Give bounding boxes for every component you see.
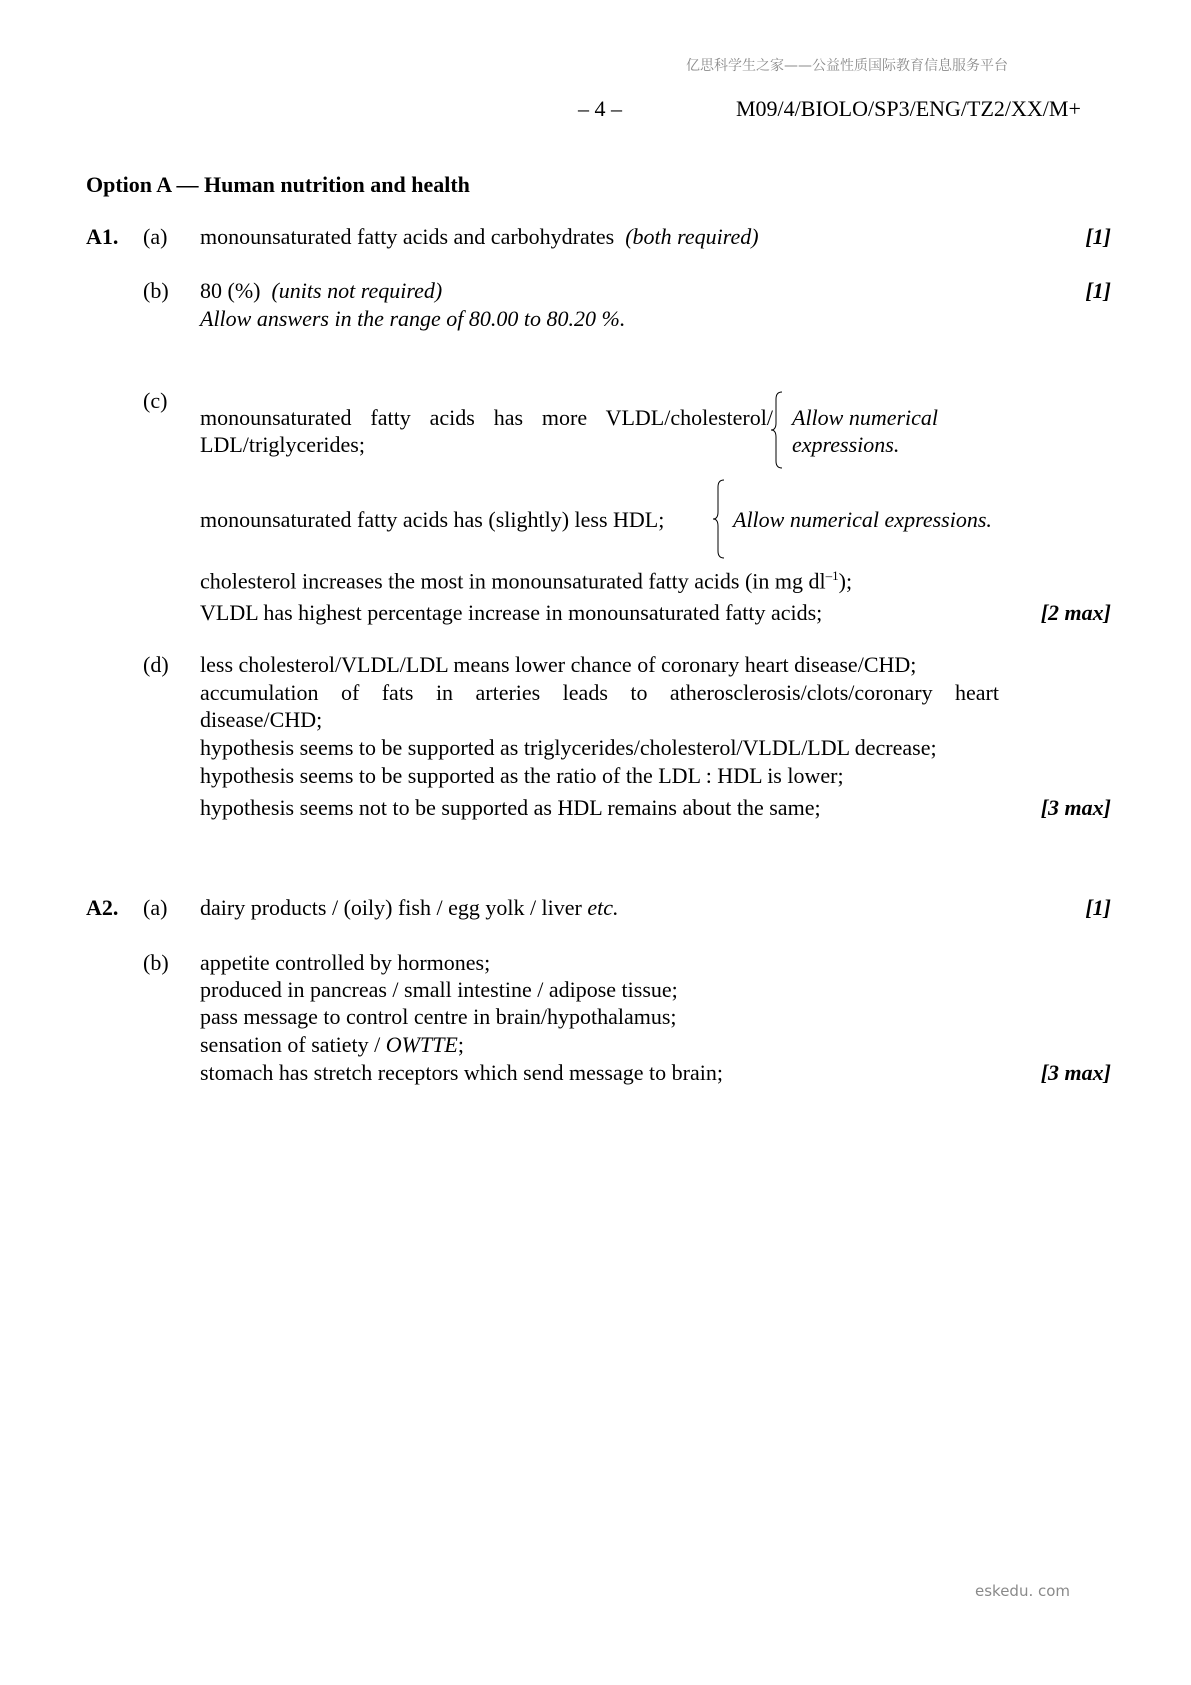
a1-a-label: (a) xyxy=(143,224,168,249)
a2-b-line4-owtte: OWTTE xyxy=(385,1032,458,1057)
watermark-bottom: eskedu. com xyxy=(975,1582,1071,1600)
a1-c-point2: monounsaturated fatty acids has (slightly) less HDL; xyxy=(200,507,665,532)
a1-a-answer xyxy=(200,224,759,250)
a1-d-line3: disease/CHD; xyxy=(200,707,323,732)
a2-b-mark: [3 max] xyxy=(1040,1060,1111,1085)
watermark-top: 亿思科学生之家——公益性质国际教育信息服务平台 xyxy=(686,58,1008,74)
a1-c-point4: VLDL has highest percentage increase in monounsaturated fatty acids; xyxy=(200,600,823,625)
a1-b-mark: [1] xyxy=(1085,278,1111,303)
a1-c-point3 xyxy=(200,568,852,594)
a2-a-answer xyxy=(200,895,619,921)
a2-b-line1: appetite controlled by hormones; xyxy=(200,950,491,975)
a1-b-text: 80 (%) xyxy=(200,278,261,303)
a1-b-allowance: Allow answers in the range of 80.00 to 80.20 %. xyxy=(200,306,626,331)
a2-a-mark: [1] xyxy=(1085,895,1111,920)
a1-a-note: (both required) xyxy=(625,224,759,249)
a1-d-line5: hypothesis seems to be supported as the ratio of the LDL : HDL is lower; xyxy=(200,763,844,788)
a1-d-line1: less cholesterol/VLDL/LDL means lower chance of coronary heart disease/CHD; xyxy=(200,652,917,677)
a2-b-label: (b) xyxy=(143,950,169,975)
a1-c-point2-note: Allow numerical expressions. xyxy=(733,507,992,532)
a1-c-point1-line2: LDL/triglycerides; xyxy=(200,432,365,457)
a2-b-line5: stomach has stretch receptors which send message to brain; xyxy=(200,1060,723,1085)
a1-d-mark: [3 max] xyxy=(1040,795,1111,820)
a1-b-note: (units not required) xyxy=(271,278,443,303)
a1-b-label: (b) xyxy=(143,278,169,303)
a1-d-line4: hypothesis seems to be supported as triglycerides/cholesterol/VLDL/LDL decrease; xyxy=(200,735,937,760)
a1-a-text: monounsaturated fatty acids and carbohydrates xyxy=(200,224,615,249)
a1-c-point1-line1: monounsaturated fatty acids has more VLDL/cholesterol/ xyxy=(200,405,773,430)
question-a1-number: A1. xyxy=(86,224,119,249)
a2-b-line4-end: ; xyxy=(457,1032,464,1057)
a1-c-point3-end: ); xyxy=(838,568,853,594)
a1-b-answer xyxy=(200,278,442,304)
section-title: Option A — Human nutrition and health xyxy=(86,172,470,197)
a1-c-label: (c) xyxy=(143,388,168,413)
a2-a-label: (a) xyxy=(143,895,168,920)
brace-1 xyxy=(770,391,788,469)
question-a2-number: A2. xyxy=(86,895,119,920)
a2-b-line4-text: sensation of satiety / xyxy=(200,1032,386,1057)
a1-c-point3-sup: –1 xyxy=(825,568,839,583)
a2-b-line2: produced in pancreas / small intestine / adipose tissue; xyxy=(200,977,678,1002)
paper-code: M09/4/BIOLO/SP3/ENG/TZ2/XX/M+ xyxy=(736,96,1081,121)
a1-d-line2: accumulation of fats in arteries leads to atherosclerosis/clots/coronary heart xyxy=(200,680,999,705)
a2-a-text: dairy products / (oily) fish / egg yolk / liver xyxy=(200,895,582,920)
a1-c-point3-text: cholesterol increases the most in monounsaturated fatty acids (in mg dl xyxy=(200,568,826,594)
a2-a-etc: etc. xyxy=(587,895,619,920)
a1-a-mark: [1] xyxy=(1085,224,1111,249)
a2-b-line4 xyxy=(200,1032,464,1058)
page-number: – 4 – xyxy=(578,96,622,121)
brace-2 xyxy=(712,479,730,559)
a1-c-mark: [2 max] xyxy=(1040,600,1111,625)
a1-d-line6: hypothesis seems not to be supported as HDL remains about the same; xyxy=(200,795,821,820)
a1-c-point1-note-line1: Allow numerical xyxy=(792,405,939,430)
a2-b-line3: pass message to control centre in brain/hypothalamus; xyxy=(200,1004,677,1029)
a1-c-point1-note-line2: expressions. xyxy=(792,432,900,457)
a1-d-label: (d) xyxy=(143,652,169,677)
